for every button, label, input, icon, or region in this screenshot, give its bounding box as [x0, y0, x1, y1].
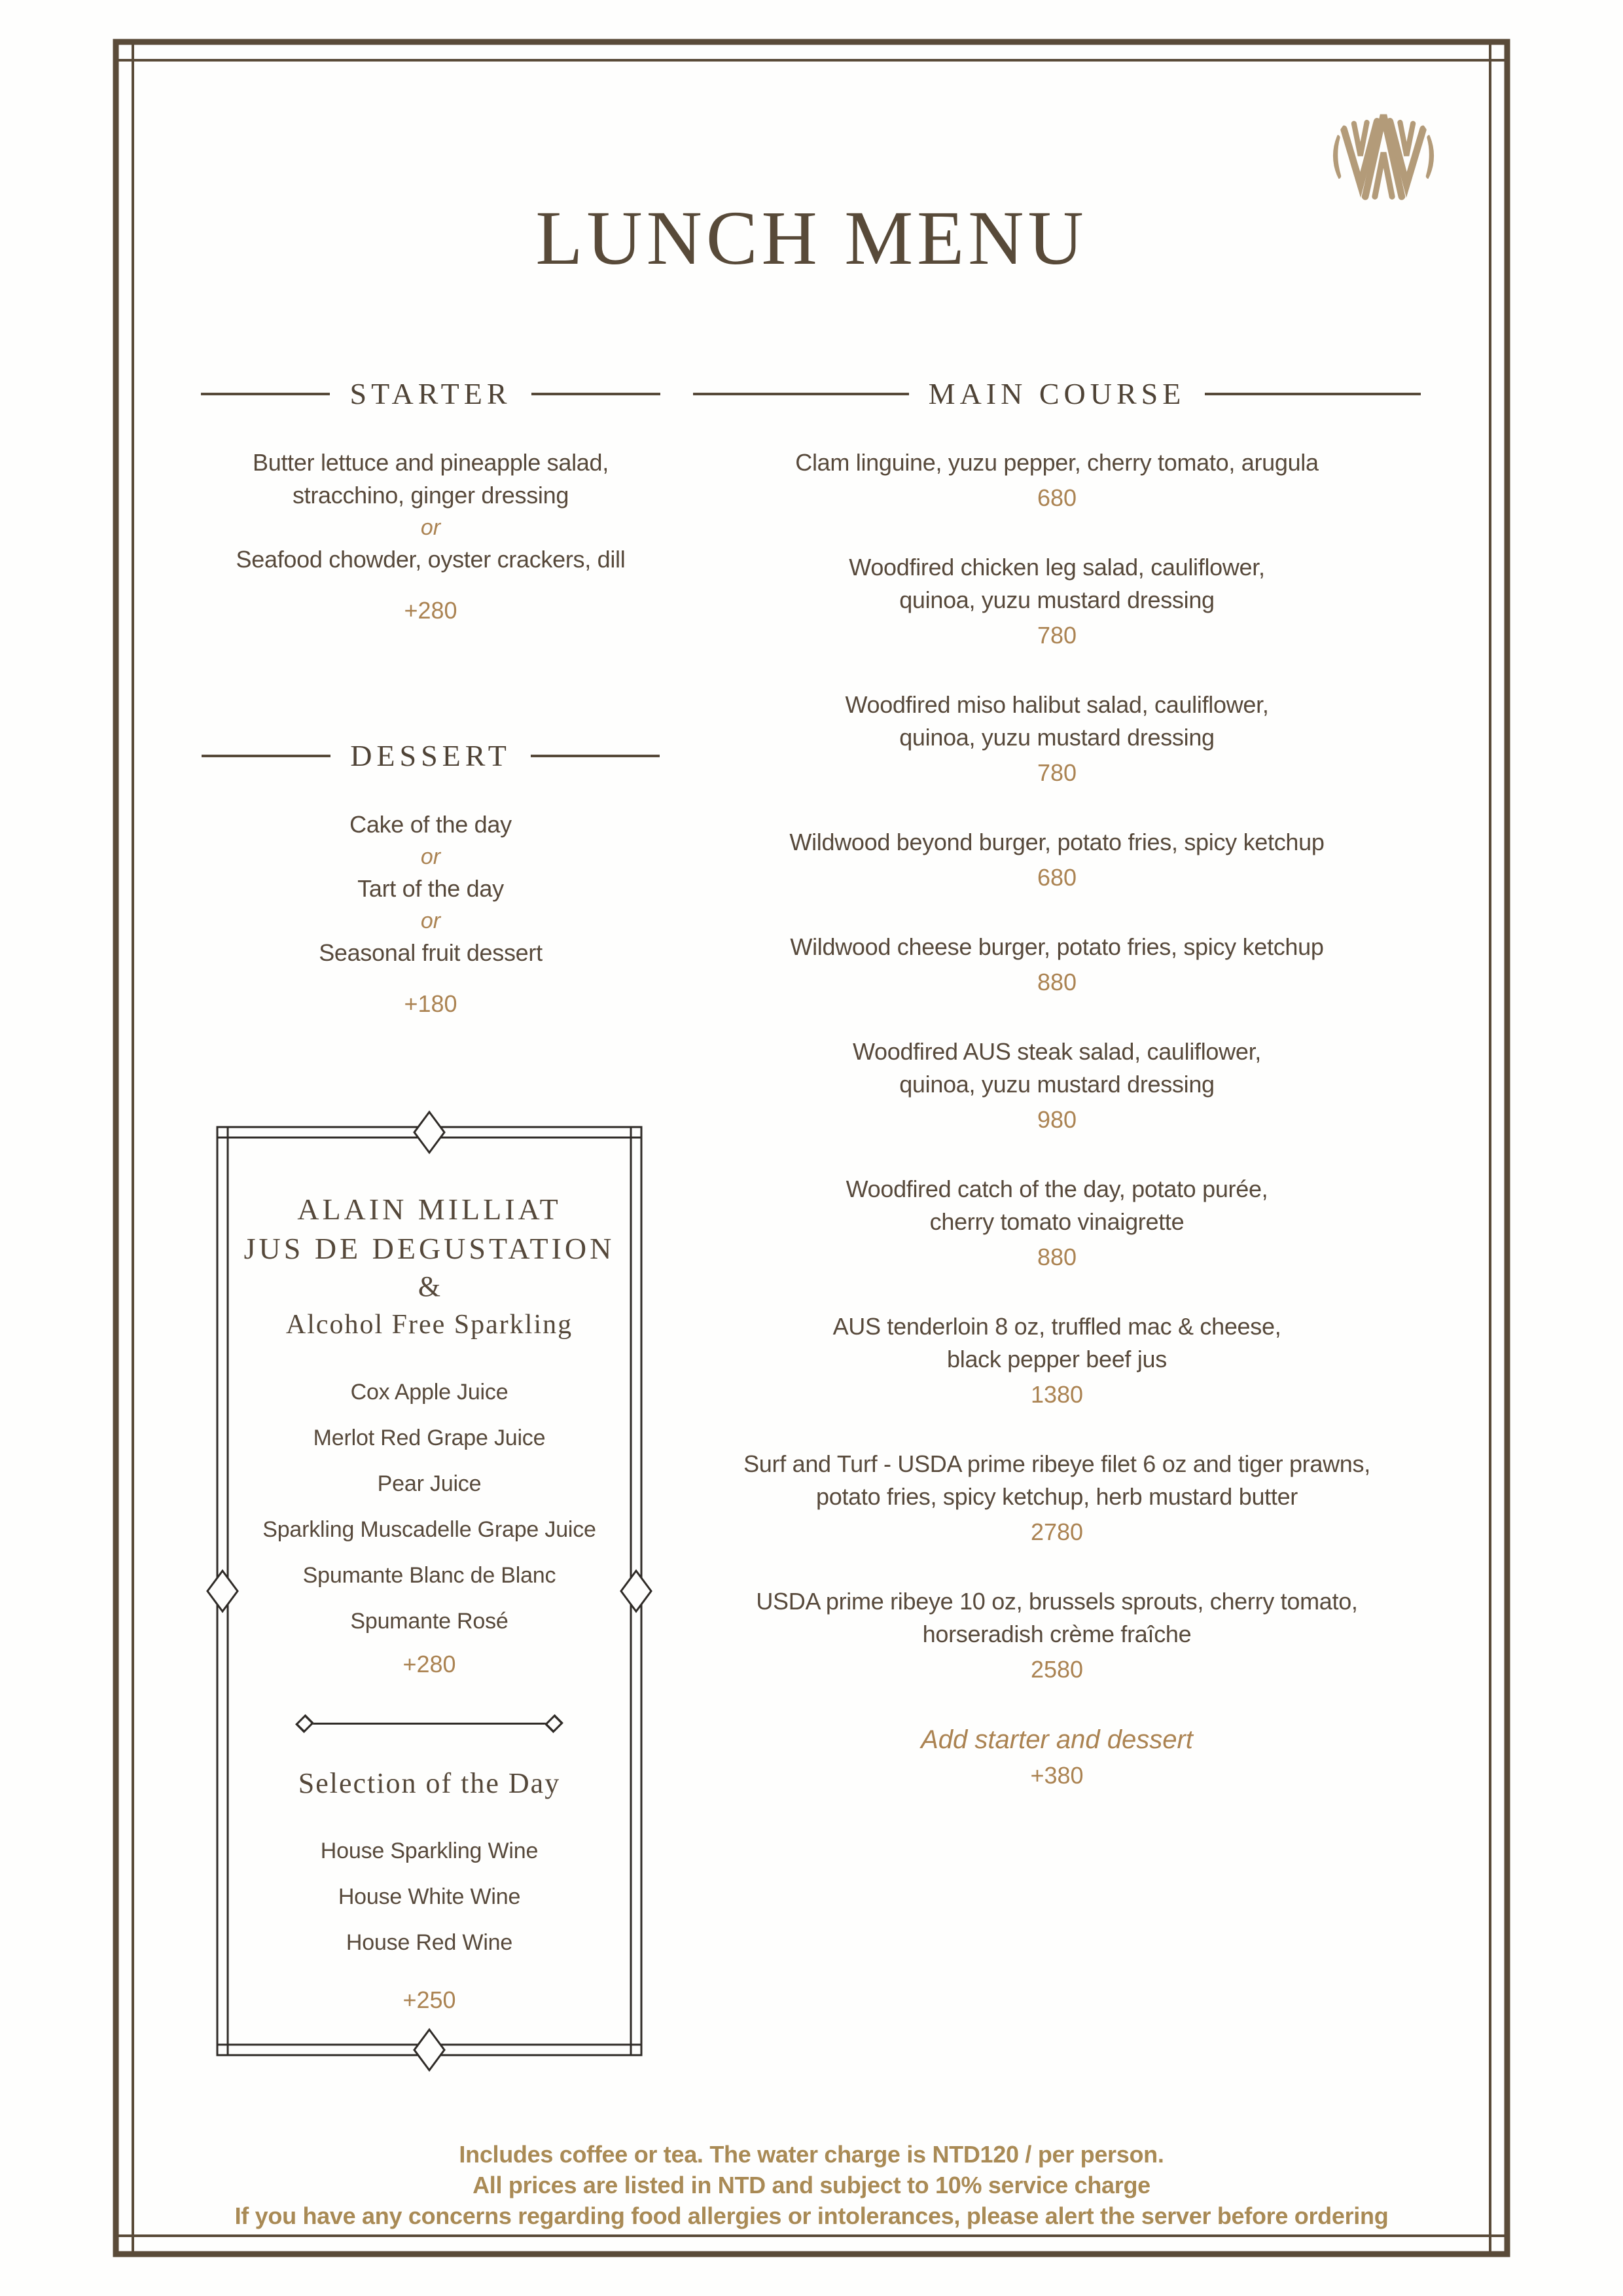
heading-rule-left — [202, 755, 330, 757]
drinks-title: JUS DE DEGUSTATION — [243, 1232, 615, 1265]
dessert-heading: DESSERT — [350, 739, 511, 772]
item-line: Clam linguine, yuzu pepper, cherry tomato, arugula — [795, 449, 1319, 476]
wine-item: House White Wine — [338, 1884, 521, 1909]
item-line: Wildwood cheese burger, potato fries, spicy ketchup — [790, 933, 1324, 960]
item-line: quinoa, yuzu mustard dressing — [899, 1071, 1215, 1098]
item-line: potato fries, spicy ketchup, herb mustard butter — [816, 1483, 1298, 1510]
item-price: 880 — [1037, 969, 1077, 996]
or-separator: or — [420, 515, 441, 540]
drinks-box-content — [217, 1127, 641, 2017]
item-price: 2580 — [1030, 1656, 1084, 1683]
item-line: Woodfired AUS steak salad, cauliflower, — [853, 1038, 1261, 1065]
page-title: LUNCH MENU — [535, 195, 1088, 281]
item-line: Wildwood beyond burger, potato fries, spicy ketchup — [789, 829, 1325, 855]
or-separator: or — [420, 844, 441, 869]
item-line: Woodfired catch of the day, potato purée, — [846, 1175, 1268, 1202]
item-line: Woodfired miso halibut salad, cauliflower, — [845, 691, 1269, 718]
juice-price: +280 — [402, 1651, 456, 1677]
drinks-box — [217, 1127, 641, 2055]
ornament-divider — [298, 1717, 560, 1730]
menu-item — [684, 1310, 1430, 1411]
item-price: 1380 — [1030, 1381, 1084, 1408]
divider-line — [311, 1723, 548, 1725]
item-line: quinoa, yuzu mustard dressing — [899, 586, 1215, 613]
footer-line: All prices are listed in NTD and subject to 10% service charge — [473, 2172, 1150, 2198]
heading-rule-left — [201, 393, 330, 395]
item-price: 680 — [1037, 484, 1077, 511]
dessert-option: Cake of the day — [349, 811, 512, 838]
menu-item — [684, 1448, 1430, 1549]
menu-item — [684, 1173, 1430, 1274]
item-price: 780 — [1037, 759, 1077, 786]
menu-item — [684, 1585, 1430, 1686]
item-price: 2780 — [1030, 1518, 1084, 1545]
footer-line: Includes coffee or tea. The water charge is NTD120 / per person. — [459, 2141, 1164, 2168]
starter-option-line: Seafood chowder, oyster crackers, dill — [236, 546, 626, 573]
main-course-heading: MAIN COURSE — [928, 377, 1186, 410]
dessert-option: Tart of the day — [357, 875, 504, 902]
add-on-note — [684, 1723, 1430, 1792]
menu-item — [684, 931, 1430, 999]
heading-rule-right — [531, 755, 660, 757]
juice-item: Pear Juice — [377, 1471, 482, 1496]
menu-item — [684, 689, 1430, 789]
drinks-subtitle: Alcohol Free Sparkling — [285, 1310, 573, 1340]
juice-item: Sparkling Muscadelle Grape Juice — [262, 1517, 596, 1542]
heading-rule-left — [693, 393, 909, 395]
juice-item: Merlot Red Grape Juice — [313, 1426, 546, 1450]
menu-item — [684, 826, 1430, 894]
footer-line: If you have any concerns regarding food allergies or intolerances, please alert the server before ordering — [234, 2202, 1389, 2229]
starter-section — [156, 376, 705, 627]
item-line: AUS tenderloin 8 oz, truffled mac & cheese, — [832, 1313, 1281, 1340]
item-price: 680 — [1037, 864, 1077, 891]
item-line: cherry tomato vinaigrette — [929, 1208, 1185, 1235]
brand-logo-icon — [1330, 102, 1437, 209]
item-line: quinoa, yuzu mustard dressing — [899, 724, 1215, 751]
juice-list — [217, 1369, 641, 1644]
item-price: 980 — [1037, 1106, 1077, 1133]
wine-item: House Red Wine — [346, 1930, 513, 1955]
note-text: Add starter and dessert — [921, 1725, 1193, 1754]
menu-item — [684, 551, 1430, 652]
selection-heading: Selection of the Day — [298, 1767, 561, 1799]
item-line: black pepper beef jus — [947, 1346, 1167, 1372]
dessert-section — [156, 738, 705, 1020]
menu-item — [684, 1035, 1430, 1136]
item-line: Woodfired chicken leg salad, cauliflower, — [849, 554, 1265, 581]
juice-item: Spumante Blanc de Blanc — [302, 1563, 556, 1588]
divider-diamond-left — [295, 1714, 314, 1733]
heading-rule-right — [531, 393, 660, 395]
footer-notes — [0, 2139, 1623, 2231]
main-course-heading-row — [684, 376, 1430, 411]
divider-diamond-right — [544, 1714, 563, 1733]
juice-item: Cox Apple Juice — [350, 1380, 508, 1405]
item-line: horseradish crème fraîche — [922, 1621, 1192, 1647]
dessert-price: +180 — [404, 990, 457, 1017]
house-wine-list — [217, 1828, 641, 1965]
ampersand: & — [418, 1270, 441, 1302]
wine-price: +250 — [402, 1986, 456, 2013]
item-line: USDA prime ribeye 10 oz, brussels sprouts, cherry tomato, — [756, 1588, 1358, 1615]
starter-option-line: Butter lettuce and pineapple salad, — [253, 449, 609, 476]
starter-heading-row — [156, 376, 705, 411]
juice-item: Spumante Rosé — [350, 1609, 508, 1634]
item-price: 880 — [1037, 1244, 1077, 1270]
main-course-section — [684, 376, 1430, 1792]
heading-rule-right — [1205, 393, 1421, 395]
item-price: 780 — [1037, 622, 1077, 649]
starter-price: +280 — [404, 597, 457, 624]
item-line: Surf and Turf - USDA prime ribeye filet 6 oz and tiger prawns, — [743, 1450, 1370, 1477]
menu-item — [684, 446, 1430, 514]
dessert-option: Seasonal fruit dessert — [319, 939, 543, 966]
drinks-title: ALAIN MILLIAT — [297, 1193, 562, 1226]
wine-item: House Sparkling Wine — [320, 1839, 539, 1863]
or-separator: or — [420, 908, 441, 933]
starter-option-line: stracchino, ginger dressing — [292, 482, 569, 509]
note-price: +380 — [1030, 1762, 1084, 1789]
starter-heading: STARTER — [349, 377, 512, 410]
dessert-heading-row — [156, 738, 705, 773]
